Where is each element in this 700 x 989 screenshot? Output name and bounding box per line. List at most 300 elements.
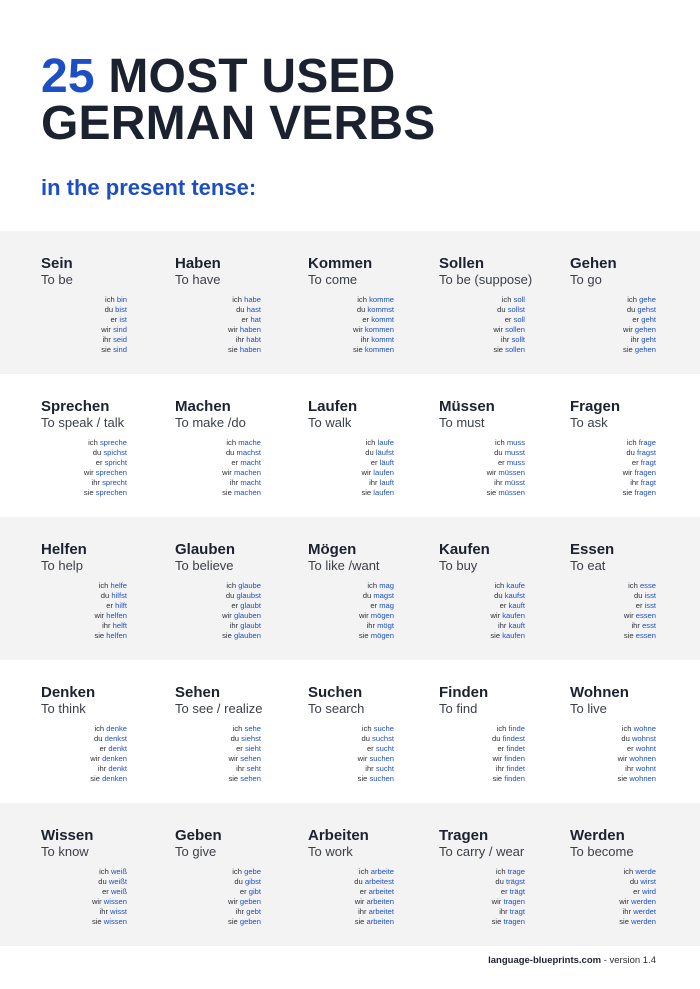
conjugation-row: [175, 488, 261, 498]
pronoun: er: [370, 458, 378, 468]
verb-form: mag: [379, 601, 394, 611]
verb-form: wohnst: [631, 734, 656, 744]
verb-translation: To be: [41, 272, 73, 287]
conjugation-row: [439, 917, 525, 927]
verb-translation: To speak / talk: [41, 415, 125, 430]
verb-form: sprecht: [102, 478, 127, 488]
pronoun: du: [104, 305, 114, 315]
pronoun: ihr: [236, 764, 245, 774]
verb-name: Arbeiten: [308, 827, 369, 844]
conjugation-row: [308, 774, 394, 784]
conjugation-row: [175, 774, 261, 784]
pronoun: sie: [491, 917, 502, 927]
conjugation-row: [570, 581, 656, 591]
conjugation-list: [439, 295, 525, 356]
conjugation-row: [308, 754, 394, 764]
verb-form: frage: [638, 438, 656, 447]
verb-form: seht: [246, 764, 261, 774]
verb-form: denken: [102, 754, 127, 764]
verb-form: esst: [642, 621, 656, 631]
conjugation-list: [175, 867, 261, 928]
pronoun: ich: [232, 724, 243, 733]
verb-form: kommen: [364, 325, 394, 335]
verb-form: haben: [239, 325, 261, 335]
conjugation-list: [308, 724, 394, 785]
conjugation-row: [41, 774, 127, 784]
verb-form: geht: [641, 315, 656, 325]
verb-form: hilft: [115, 601, 127, 611]
verb-translation: To come: [308, 272, 358, 287]
conjugation-row: [175, 907, 261, 917]
conjugation-row: [175, 631, 261, 641]
verb-form: sehe: [244, 724, 261, 733]
pronoun: sie: [228, 345, 238, 355]
verb-card: [175, 374, 305, 517]
conjugation-row: [439, 867, 525, 877]
conjugation-row: [439, 754, 525, 764]
verb-card: [439, 517, 569, 660]
pronoun: er: [362, 315, 370, 325]
verb-form: weißt: [108, 877, 127, 887]
pronoun: wir: [353, 325, 363, 335]
conjugation-row: [439, 448, 525, 458]
pronoun: du: [626, 305, 636, 315]
verb-card: [570, 803, 700, 946]
verb-form: arbeitet: [368, 887, 394, 897]
conjugation-row: [308, 907, 394, 917]
verb-card: [41, 660, 171, 803]
conjugation-row: [439, 611, 525, 621]
conjugation-row: [570, 744, 656, 754]
conjugation-row: [175, 611, 261, 621]
conjugation-list: [308, 295, 394, 356]
verb-translation: To have: [175, 272, 221, 287]
verb-form: glaubt: [240, 601, 261, 611]
conjugation-row: [41, 887, 127, 897]
pronoun: er: [231, 601, 239, 611]
conjugation-row: [41, 591, 127, 601]
verb-form: sucht: [375, 764, 394, 774]
conjugation-row: [570, 488, 656, 498]
conjugation-row: [570, 295, 656, 305]
conjugation-row: [41, 458, 127, 468]
verb-card: [570, 517, 700, 660]
conjugation-list: [570, 867, 656, 928]
conjugation-row: [41, 438, 127, 448]
pronoun: du: [225, 591, 235, 601]
conjugation-row: [570, 325, 656, 335]
verb-translation: To be (suppose): [439, 272, 533, 287]
conjugation-row: [570, 468, 656, 478]
pronoun: ich: [105, 295, 115, 304]
pronoun: du: [629, 877, 639, 887]
verb-card: [41, 517, 171, 660]
conjugation-list: [308, 581, 394, 642]
pronoun: sie: [486, 488, 497, 498]
verb-form: helfen: [106, 611, 127, 621]
conjugation-row: [439, 295, 525, 305]
conjugation-row: [439, 458, 525, 468]
pronoun: ich: [361, 724, 372, 733]
verb-name: Denken: [41, 684, 96, 701]
verb-form: soll: [513, 315, 525, 325]
verb-translation: To walk: [308, 415, 352, 430]
verb-form: macht: [240, 458, 261, 468]
verb-form: werden: [631, 897, 656, 907]
pronoun: ihr: [630, 478, 639, 488]
pronoun: du: [236, 305, 245, 315]
conjugation-row: [175, 887, 261, 897]
conjugation-list: [570, 581, 656, 642]
title-number: 25: [41, 50, 95, 103]
verb-form: arbeitet: [368, 907, 394, 917]
footer-site: language-blueprints.com: [488, 955, 602, 966]
verb-form: fragt: [640, 478, 656, 488]
pronoun: ihr: [91, 478, 100, 488]
pronoun: er: [370, 601, 378, 611]
verb-form: spricht: [104, 458, 127, 468]
pronoun: du: [495, 877, 504, 887]
verb-translation: To see / realize: [175, 701, 263, 716]
verb-translation: To know: [41, 844, 89, 859]
conjugation-row: [308, 897, 394, 907]
pronoun: er: [633, 887, 640, 897]
verb-form: sollst: [507, 305, 525, 315]
verb-form: helfen: [106, 631, 127, 641]
conjugation-row: [308, 488, 394, 498]
pronoun: du: [94, 734, 103, 744]
verb-form: denkt: [108, 744, 127, 754]
conjugation-list: [570, 295, 656, 356]
pronoun: er: [95, 458, 103, 468]
verb-name: Machen: [175, 398, 231, 415]
conjugation-row: [570, 458, 656, 468]
verb-form: arbeitest: [364, 877, 394, 887]
verb-form: mache: [238, 438, 261, 447]
conjugation-row: [439, 631, 525, 641]
verb-form: wohne: [633, 724, 656, 733]
conjugation-row: [570, 448, 656, 458]
verb-form: kaufen: [502, 611, 525, 621]
verb-form: machst: [236, 448, 261, 458]
verb-form: lauft: [379, 478, 394, 488]
verb-name: Laufen: [308, 398, 358, 415]
pronoun: wir: [622, 468, 633, 478]
conjugation-row: [175, 877, 261, 887]
conjugation-row: [308, 591, 394, 601]
title-line-2: GERMAN VERBS: [41, 97, 436, 150]
pronoun: er: [635, 601, 643, 611]
pronoun: sie: [101, 345, 111, 355]
conjugation-row: [439, 887, 525, 897]
verb-form: soll: [513, 295, 525, 304]
verb-name: Sprechen: [41, 398, 110, 415]
conjugation-row: [41, 581, 127, 591]
pronoun: wir: [491, 897, 502, 907]
verb-form: wohnt: [635, 764, 656, 774]
verb-form: wohnen: [629, 774, 656, 784]
verb-form: gehen: [634, 325, 656, 335]
verb-form: tragt: [509, 907, 525, 917]
pronoun: ich: [99, 867, 109, 876]
pronoun: ich: [627, 295, 637, 304]
verb-card: [41, 231, 171, 374]
pronoun: wir: [486, 468, 497, 478]
verb-translation: To carry / wear: [439, 844, 525, 859]
conjugation-list: [41, 724, 127, 785]
pronoun: ich: [623, 867, 634, 876]
pronoun: ich: [495, 438, 505, 447]
verb-translation: To believe: [175, 558, 234, 573]
conjugation-row: [439, 581, 525, 591]
verb-form: kauft: [508, 601, 525, 611]
pronoun: ich: [628, 581, 638, 590]
verb-name: Kommen: [308, 255, 373, 272]
conjugation-row: [41, 907, 127, 917]
pronoun: ihr: [366, 621, 375, 631]
pronoun: du: [234, 877, 243, 887]
verb-name: Wohnen: [570, 684, 629, 701]
verb-translation: To think: [41, 701, 86, 716]
verb-form: mögt: [377, 621, 394, 631]
pronoun: er: [504, 315, 512, 325]
verb-form: gebt: [246, 907, 261, 917]
pronoun: wir: [623, 325, 633, 335]
conjugation-row: [41, 897, 127, 907]
pronoun: wir: [354, 897, 365, 907]
verb-form: kaufe: [506, 581, 525, 590]
verb-form: gehst: [637, 305, 656, 315]
pronoun: ihr: [499, 907, 508, 917]
conjugation-row: [570, 907, 656, 917]
verb-card: [570, 231, 700, 374]
verb-form: müssen: [498, 488, 525, 498]
conjugation-row: [439, 438, 525, 448]
pronoun: ihr: [99, 907, 108, 917]
conjugation-list: [439, 581, 525, 642]
verb-form: geben: [239, 917, 261, 927]
conjugation-row: [439, 305, 525, 315]
verb-form: arbeiten: [366, 917, 394, 927]
conjugation-row: [175, 315, 261, 325]
verb-form: essen: [635, 631, 656, 641]
verb-form: sucht: [375, 744, 394, 754]
pronoun: ihr: [630, 335, 640, 345]
pronoun: wir: [91, 897, 102, 907]
verb-form: laufe: [377, 438, 394, 447]
pronoun: ihr: [360, 335, 370, 345]
conjugation-list: [439, 867, 525, 928]
verb-form: glauben: [233, 631, 261, 641]
conjugation-row: [308, 468, 394, 478]
conjugation-row: [308, 631, 394, 641]
conjugation-row: [570, 917, 656, 927]
conjugation-list: [41, 581, 127, 642]
verb-form: sind: [113, 325, 127, 335]
pronoun: er: [106, 601, 114, 611]
verb-form: finden: [504, 774, 525, 784]
verb-form: machen: [233, 468, 261, 478]
pronoun: wir: [90, 754, 100, 764]
conjugation-row: [308, 877, 394, 887]
conjugation-row: [439, 764, 525, 774]
conjugation-row: [570, 611, 656, 621]
conjugation-row: [175, 917, 261, 927]
pronoun: sie: [228, 917, 238, 927]
pronoun: er: [497, 458, 505, 468]
verb-card: [308, 517, 438, 660]
pronoun: ihr: [494, 478, 503, 488]
conjugation-row: [308, 581, 394, 591]
conjugation-row: [41, 601, 127, 611]
pronoun: ihr: [97, 764, 107, 774]
pronoun: er: [99, 744, 107, 754]
pronoun: ich: [88, 438, 98, 447]
verb-form: hast: [246, 305, 261, 315]
conjugation-row: [41, 754, 127, 764]
conjugation-row: [41, 345, 127, 355]
verb-form: hilfst: [111, 591, 127, 601]
verb-form: gehe: [639, 295, 656, 304]
verb-name: Sehen: [175, 684, 221, 701]
conjugation-list: [41, 295, 127, 356]
pronoun: sie: [94, 631, 105, 641]
verb-form: komme: [369, 295, 394, 304]
pronoun: sie: [357, 774, 368, 784]
pronoun: sie: [91, 917, 102, 927]
conjugation-row: [41, 724, 127, 734]
verb-name: Haben: [175, 255, 221, 272]
pronoun: er: [626, 744, 634, 754]
verb-card: [308, 803, 438, 946]
conjugation-row: [41, 764, 127, 774]
conjugation-row: [175, 754, 261, 764]
conjugation-list: [439, 438, 525, 499]
verb-form: macht: [240, 478, 261, 488]
conjugation-row: [175, 438, 261, 448]
verb-form: musst: [504, 448, 525, 458]
pronoun: ihr: [229, 478, 239, 488]
verb-form: arbeiten: [366, 897, 394, 907]
pronoun: ihr: [365, 764, 374, 774]
verb-form: kommst: [367, 305, 394, 315]
verb-card: [570, 660, 700, 803]
pronoun: ich: [494, 581, 505, 590]
verb-card: [308, 660, 438, 803]
conjugation-row: [175, 591, 261, 601]
conjugation-row: [570, 724, 656, 734]
verb-form: sprechen: [95, 488, 127, 498]
verb-form: helfe: [110, 581, 127, 590]
pronoun: du: [634, 591, 643, 601]
pronoun: ihr: [495, 764, 505, 774]
verb-card: [175, 660, 305, 803]
conjugation-row: [570, 631, 656, 641]
pronoun: er: [231, 458, 239, 468]
verb-form: ist: [119, 315, 127, 325]
verb-name: Gehen: [570, 255, 617, 272]
conjugation-row: [175, 724, 261, 734]
pronoun: er: [236, 744, 243, 754]
pronoun: er: [632, 315, 640, 325]
verb-form: gebe: [244, 867, 261, 876]
conjugation-row: [308, 438, 394, 448]
pronoun: du: [494, 448, 503, 458]
verb-name: Fragen: [570, 398, 621, 415]
conjugation-row: [41, 877, 127, 887]
pronoun: sie: [623, 631, 634, 641]
verb-translation: To help: [41, 558, 83, 573]
conjugation-row: [41, 295, 127, 305]
pronoun: wir: [83, 468, 94, 478]
pronoun: wir: [493, 325, 504, 335]
verb-name: Sein: [41, 255, 73, 272]
verb-form: weiß: [110, 867, 127, 876]
pronoun: du: [362, 591, 372, 601]
conjugation-row: [308, 724, 394, 734]
verb-card: [439, 660, 569, 803]
conjugation-row: [175, 468, 261, 478]
footer: [488, 955, 656, 966]
verb-form: glaubst: [236, 591, 261, 601]
pronoun: wir: [357, 754, 368, 764]
verb-form: machen: [233, 488, 261, 498]
pronoun: sie: [354, 917, 365, 927]
pronoun: ich: [94, 724, 105, 733]
pronoun: ich: [232, 295, 242, 304]
verb-translation: To give: [175, 844, 217, 859]
pronoun: wir: [623, 611, 634, 621]
verb-card: [175, 803, 305, 946]
conjugation-row: [439, 907, 525, 917]
verb-form: sind: [113, 345, 127, 355]
verb-form: habe: [244, 295, 261, 304]
pronoun: du: [230, 734, 240, 744]
verb-form: kommen: [364, 345, 394, 355]
pronoun: wir: [617, 754, 628, 764]
verb-form: mögen: [370, 631, 394, 641]
verb-form: tragen: [503, 917, 525, 927]
pronoun: sie: [90, 774, 100, 784]
pronoun: ich: [98, 581, 109, 590]
conjugation-row: [308, 448, 394, 458]
pronoun: du: [621, 734, 630, 744]
verb-card: [308, 374, 438, 517]
pronoun: sie: [358, 631, 369, 641]
conjugation-row: [570, 887, 656, 897]
verb-form: wissen: [103, 897, 127, 907]
pronoun: wir: [490, 611, 501, 621]
verb-form: kommt: [371, 315, 394, 325]
verb-form: geben: [239, 897, 261, 907]
verb-form: wirst: [640, 877, 656, 887]
conjugation-row: [308, 867, 394, 877]
verb-form: denkt: [108, 764, 127, 774]
conjugation-row: [308, 305, 394, 315]
conjugation-row: [41, 621, 127, 631]
verb-form: suche: [373, 724, 394, 733]
conjugation-row: [41, 448, 127, 458]
conjugation-row: [308, 621, 394, 631]
pronoun: ihr: [358, 907, 367, 917]
conjugation-row: [570, 754, 656, 764]
conjugation-row: [175, 478, 261, 488]
pronoun: du: [92, 448, 102, 458]
conjugation-list: [175, 581, 261, 642]
conjugation-row: [41, 335, 127, 345]
pronoun: ihr: [102, 335, 111, 345]
conjugation-list: [41, 867, 127, 928]
